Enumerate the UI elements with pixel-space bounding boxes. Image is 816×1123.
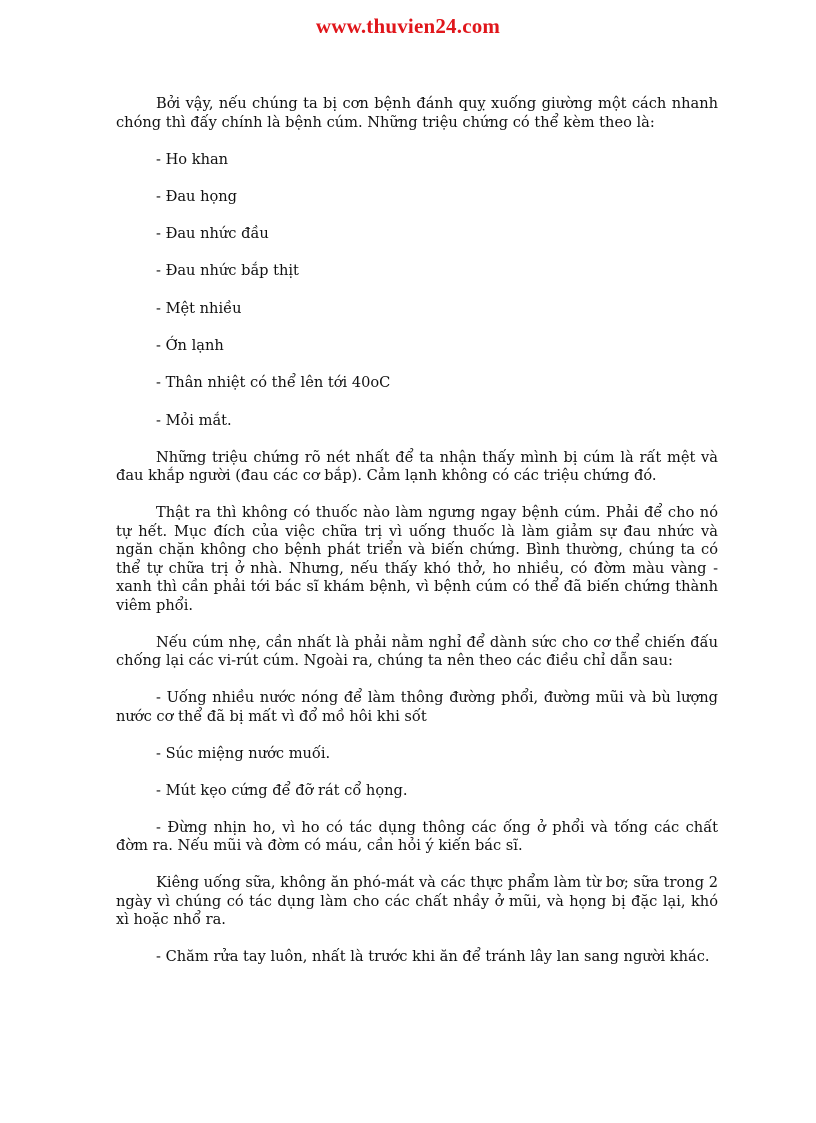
advice-item: - Súc miệng nước muối.: [156, 744, 331, 762]
symptom-item: - Thân nhiệt có thể lên tới 40oC: [156, 374, 391, 392]
advice-item: Kiêng uống sữa, không ăn phó-mát và các thực phẩm làm từ bơ; sữa trong 2 ngày vì chúng có tác dụng làm cho các chất nhầy ở mũi, và họng bị đặc lại, khó xì hoặc nhổ ra.: [116, 874, 718, 929]
advice-item: - Đừng nhịn ho, vì ho có tác dụng thông các ống ở phổi và tống các chất đờm ra. Nếu mũi và đờm có máu, cần hỏi ý kiến bác sĩ.: [116, 818, 718, 855]
treatment-paragraph: Thật ra thì không có thuốc nào làm ngưng ngay bệnh cúm. Phải để cho nó tự hết. Mục đích của việc chữa trị vì uống thuốc là làm giảm sự đau nhức và ngăn chặn không cho bệnh phát triển và biến chứng. Bình thường, chúng ta có thể tự chữa trị ở nhà. Nhưng, nếu thấy khó thở, ho nhiều, có đờm màu vàng - xanh thì cần phải tới bác sĩ khám bệnh, vì bệnh cúm có thể đã biến chứng thành viêm phổi.: [116, 504, 718, 614]
symptom-item: - Mỏi mắt.: [156, 411, 232, 429]
symptom-item: - Đau nhức đầu: [156, 225, 269, 243]
advice-item: - Uống nhiều nước nóng để làm thông đường phổi, đường mũi và bù lượng nước cơ thể đã bị mất vì đổ mồ hôi khi sốt: [116, 689, 718, 725]
document-body: [116, 95, 718, 985]
site-url-header[interactable]: www.thuvien24.com: [315, 14, 501, 38]
symptom-item: - Đau nhức bắp thịt: [156, 262, 299, 280]
symptom-item: - Mệt nhiều: [156, 299, 242, 317]
symptom-item: - Đau họng: [156, 187, 238, 205]
symptom-item: - Ho khan: [156, 150, 229, 168]
symptom-item: - Ớn lạnh: [156, 336, 224, 354]
advice-item: - Mút kẹo cứng để đỡ rát cổ họng.: [156, 781, 408, 799]
mild-flu-paragraph: Nếu cúm nhẹ, cần nhất là phải nằm nghỉ để dành sức cho cơ thể chiến đấu chống lại các vi-rút cúm. Ngoài ra, chúng ta nên theo các điều chỉ dẫn sau:: [116, 633, 718, 670]
advice-item: - Chăm rửa tay luôn, nhất là trước khi ăn để tránh lây lan sang người khác.: [156, 948, 710, 966]
distinct-symptoms-paragraph: Những triệu chứng rõ nét nhất để ta nhận thấy mình bị cúm là rất mệt và đau khắp người (đau các cơ bắp). Cảm lạnh không có các triệu chứng đó.: [116, 448, 718, 485]
intro-paragraph: Bởi vậy, nếu chúng ta bị cơn bệnh đánh quỵ xuống giường một cách nhanh chóng thì đấy chính là bệnh cúm. Những triệu chứng có thể kèm theo là:: [116, 95, 718, 131]
